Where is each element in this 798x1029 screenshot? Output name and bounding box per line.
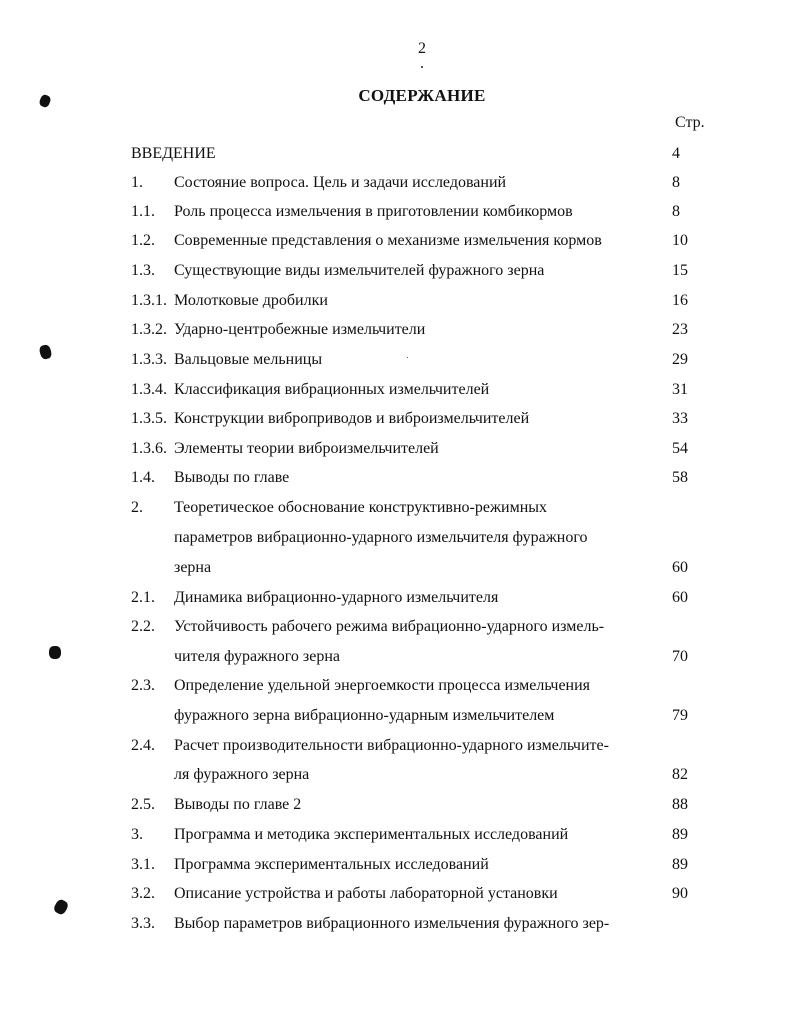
toc-entry-page: 58 bbox=[672, 469, 688, 486]
toc-entry-title: Динамика вибрационно-ударного измельчителя bbox=[174, 589, 499, 606]
toc-entry-page: 79 bbox=[672, 707, 688, 724]
toc-entry-title: Ударно-центробежные измельчители bbox=[174, 321, 426, 338]
toc-entry-page: 8 bbox=[672, 174, 680, 191]
toc-entry-title: ВВЕДЕНИЕ bbox=[131, 145, 216, 162]
toc-entry-title: Состояние вопроса. Цель и задачи исследований bbox=[174, 174, 507, 191]
toc-entry-page: 90 bbox=[672, 885, 688, 902]
toc-entry bbox=[0, 911, 798, 937]
toc-entry-number: 2.2. bbox=[131, 618, 155, 635]
page-title: СОДЕРЖАНИЕ bbox=[358, 86, 486, 105]
toc-entry bbox=[0, 141, 798, 167]
toc-entry-number: 2.1. bbox=[131, 589, 155, 606]
toc-entry bbox=[0, 614, 798, 640]
toc-entry-page: 8 bbox=[672, 203, 680, 220]
toc-entry bbox=[0, 733, 798, 759]
toc-entry bbox=[0, 673, 798, 699]
toc-entry-number: 3.3. bbox=[131, 915, 155, 932]
toc-entry-title: ля фуражного зерна bbox=[174, 766, 310, 783]
toc-entry bbox=[0, 525, 798, 551]
toc-entry-number: 1.3.5. bbox=[131, 410, 167, 427]
toc-entry-page: 89 bbox=[672, 826, 688, 843]
toc-entry bbox=[0, 881, 798, 907]
toc-entry-title: Программа и методика экспериментальных исследований bbox=[174, 826, 569, 843]
toc-entry bbox=[0, 228, 798, 254]
toc-entry-number: 1. bbox=[131, 174, 143, 191]
toc-entry-title: Существующие виды измельчителей фуражного зерна bbox=[174, 262, 545, 279]
toc-entry-number: 3.1. bbox=[131, 856, 155, 873]
toc-entry-page: 15 bbox=[672, 262, 688, 279]
toc-entry-page: 60 bbox=[672, 559, 688, 576]
toc-entry bbox=[0, 792, 798, 818]
toc-entry-page: 82 bbox=[672, 766, 688, 783]
toc-entry bbox=[0, 762, 798, 788]
toc-entry-title: чителя фуражного зерна bbox=[174, 648, 340, 665]
toc-entry-page: 4 bbox=[672, 145, 680, 162]
scan-dot bbox=[407, 357, 408, 358]
toc-entry bbox=[0, 406, 798, 432]
toc-entry bbox=[0, 347, 798, 373]
toc-entry-page: 60 bbox=[672, 589, 688, 606]
toc-entry-number: 1.4. bbox=[131, 469, 155, 486]
toc-entry-title: Роль процесса измельчения в приготовлении комбикормов bbox=[174, 203, 573, 220]
toc-entry-title: Выводы по главе 2 bbox=[174, 796, 302, 813]
toc-entry-page: 10 bbox=[672, 232, 688, 249]
toc-entry-title: Элементы теории виброизмельчителей bbox=[174, 440, 439, 457]
toc-entry-number: 2.5. bbox=[131, 796, 155, 813]
toc-entry-page: 33 bbox=[672, 410, 688, 427]
toc-entry bbox=[0, 703, 798, 729]
toc-entry-page: 16 bbox=[672, 292, 688, 309]
toc-entry-title: Вальцовые мельницы bbox=[174, 351, 323, 368]
toc-entry-title: Современные представления о механизме измельчения кормов bbox=[174, 232, 602, 249]
toc-entry bbox=[0, 317, 798, 343]
toc-entry-number: 1.3.6. bbox=[131, 440, 167, 457]
toc-entry bbox=[0, 555, 798, 581]
toc-entry-number: 1.3.3. bbox=[131, 351, 167, 368]
toc-entry-title: зерна bbox=[174, 559, 212, 576]
page-number: 2 bbox=[418, 40, 426, 57]
toc-entry-page: 70 bbox=[672, 648, 688, 665]
toc-entry bbox=[0, 585, 798, 611]
toc-entry-number: 2. bbox=[131, 499, 143, 516]
toc-entry-title: Выбор параметров вибрационного измельчения фуражного зер- bbox=[174, 915, 610, 932]
toc-entry-number: 2.3. bbox=[131, 677, 155, 694]
toc-entry-title: Теоретическое обоснование конструктивно-режимных bbox=[174, 499, 548, 516]
toc-entry bbox=[0, 258, 798, 284]
scan-dot bbox=[421, 66, 423, 68]
toc-entry bbox=[0, 199, 798, 225]
toc-entry-title: фуражного зерна вибрационно-ударным измельчителем bbox=[174, 707, 555, 724]
toc-entry bbox=[0, 644, 798, 670]
toc-entry-number: 1.3. bbox=[131, 262, 155, 279]
toc-entry-page: 54 bbox=[672, 440, 688, 457]
scan-speck bbox=[49, 646, 61, 659]
toc-entry bbox=[0, 852, 798, 878]
toc-entry-title: Устойчивость рабочего режима вибрационно-ударного измель- bbox=[174, 618, 605, 635]
toc-entry bbox=[0, 465, 798, 491]
toc-entry-title: Конструкции виброприводов и виброизмельчителей bbox=[174, 410, 530, 427]
toc-entry-number: 3.2. bbox=[131, 885, 155, 902]
toc-entry bbox=[0, 822, 798, 848]
toc-entry-page: 31 bbox=[672, 381, 688, 398]
pages-column-header: Стр. bbox=[675, 114, 705, 131]
toc-entry-page: 88 bbox=[672, 796, 688, 813]
toc-entry bbox=[0, 170, 798, 196]
toc-entry-title: Классификация вибрационных измельчителей bbox=[174, 381, 490, 398]
toc-entry-number: 1.3.2. bbox=[131, 321, 167, 338]
toc-entry-page: 89 bbox=[672, 856, 688, 873]
toc-entry-title: Выводы по главе bbox=[174, 469, 290, 486]
toc-entry-title: Описание устройства и работы лабораторной установки bbox=[174, 885, 558, 902]
toc-entry bbox=[0, 436, 798, 462]
toc-entry-number: 2.4. bbox=[131, 737, 155, 754]
toc-entry bbox=[0, 377, 798, 403]
toc-entry bbox=[0, 495, 798, 521]
toc-entry-title: Определение удельной энергоемкости процесса измельчения bbox=[174, 677, 591, 694]
toc-entry-number: 1.2. bbox=[131, 232, 155, 249]
toc-entry-title: параметров вибрационно-ударного измельчителя фуражного bbox=[174, 529, 588, 546]
toc-entry-number: 3. bbox=[131, 826, 143, 843]
toc-entry bbox=[0, 288, 798, 314]
toc-entry-page: 23 bbox=[672, 321, 688, 338]
toc-entry-title: Молотковые дробилки bbox=[174, 292, 328, 309]
toc-entry-title: Расчет производительности вибрационно-ударного измельчите- bbox=[174, 737, 609, 754]
toc-entry-number: 1.3.4. bbox=[131, 381, 167, 398]
toc-entry-title: Программа экспериментальных исследований bbox=[174, 856, 489, 873]
toc-entry-number: 1.3.1. bbox=[131, 292, 167, 309]
toc-entry-page: 29 bbox=[672, 351, 688, 368]
toc-entry-number: 1.1. bbox=[131, 203, 155, 220]
